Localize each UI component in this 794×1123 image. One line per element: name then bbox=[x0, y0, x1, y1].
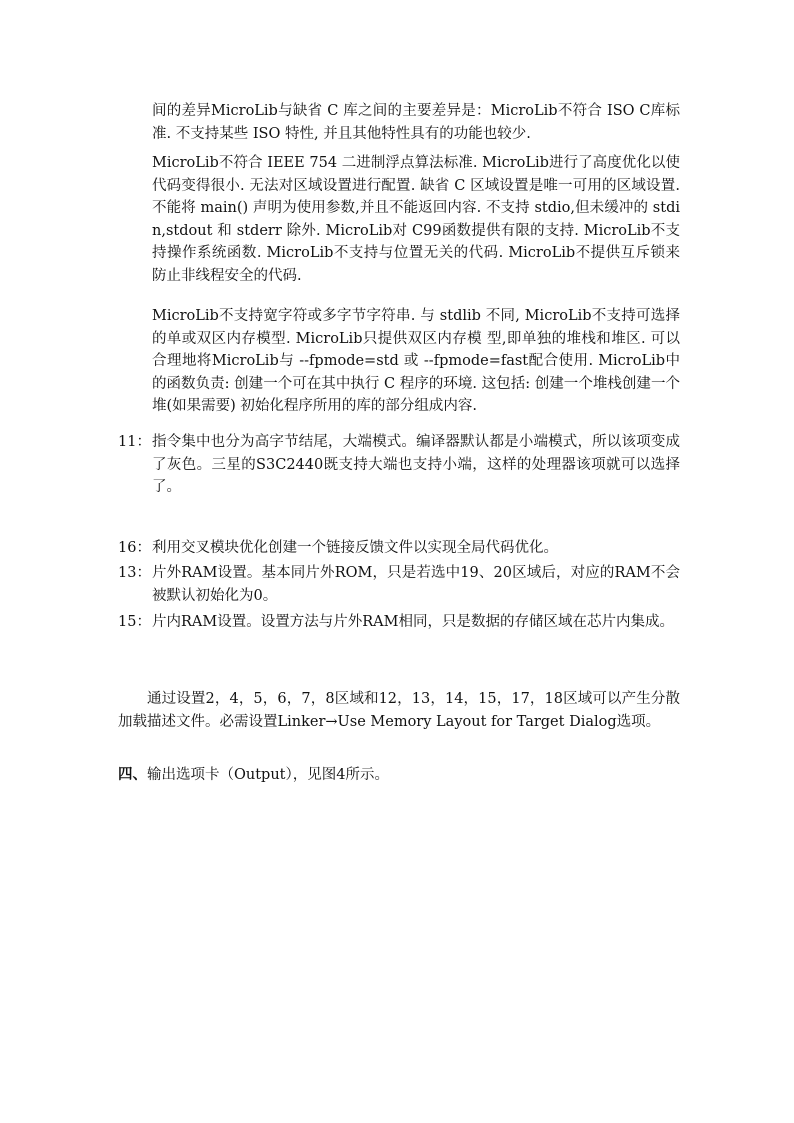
list-item-15 bbox=[118, 611, 680, 634]
list-item-text: 指令集中也分为高字节结尾，大端模式。编译器默认都是小端模式，所以该项变成了灰色。三星的S3C2440既支持大端也支持小端，这样的处理器该项就可以选择了。 bbox=[152, 434, 680, 495]
list-item-text: 片内RAM设置。设置方法与片外RAM相同，只是数据的存储区域在芯片内集成。 bbox=[152, 614, 674, 630]
list-item-number: 11： bbox=[118, 434, 151, 450]
summary-paragraph: 通过设置2，4，5，6，7，8区域和12，13，14，15，17，18区域可以产生分散加载描述文件。必需设置Linker→Use Memory Layout for Target Dialog选项。 bbox=[118, 691, 680, 730]
list-item-number: 15： bbox=[118, 614, 151, 630]
section-prefix: 四、 bbox=[118, 766, 147, 783]
list-item-16 bbox=[118, 537, 680, 560]
section-heading bbox=[118, 764, 680, 787]
list-item-text: 利用交叉模块优化创建一个链接反馈文件以实现全局代码优化。 bbox=[152, 540, 558, 556]
microlib-paragraph-1: 间的差异MicroLib与缺省 C 库之间的主要差异是：MicroLib不符合 ISO C库标准. 不支持某些 ISO 特性, 并且其他特性具有的功能也较少. bbox=[152, 103, 680, 142]
list-item-13 bbox=[118, 562, 680, 607]
microlib-paragraph-2: MicroLib不符合 IEEE 754 二进制浮点算法标准. MicroLib进行了高度优化以使代码变得很小. 无法对区域设置进行配置. 缺省 C 区域设置是唯一可用的区域设置. 不能将 main() 声明为使用参数,并且不能返回内容. 不支持 stdio,但未缓冲的 stdin,stdout 和 stderr 除外. MicroLib对 C99函数提供有限的支持. MicroLib不支持操作系统函数. MicroLib不支持与位置无关的代码. MicroLib不提供互斥锁来防止非线程安全的代码. bbox=[152, 155, 680, 284]
list-item-number: 13： bbox=[118, 565, 151, 581]
microlib-paragraph-3: MicroLib不支持宽字符或多字节字符串. 与 stdlib 不同, MicroLib不支持可选择的单或双区内存模型. MicroLib只提供双区内存模 型,即单独的堆栈和堆区. 可以合理地将MicroLib与 --fpmode=std 或 --fpmode=fast配合使用. MicroLib中的函数负责: 创建一个可在其中执行 C 程序的环境. 这包括: 创建一个堆栈创建一个堆(如果需要) 初始化程序所用的库的部分组成内容. bbox=[152, 308, 680, 414]
section-title: 输出选项卡（Output），见图4所示。 bbox=[147, 767, 389, 783]
list-item-text: 片外RAM设置。基本同片外ROM，只是若选中19、20区域后，对应的RAM不会被默认初始化为0。 bbox=[152, 565, 680, 604]
list-item-11 bbox=[118, 431, 680, 499]
list-item-number: 16： bbox=[118, 540, 151, 556]
